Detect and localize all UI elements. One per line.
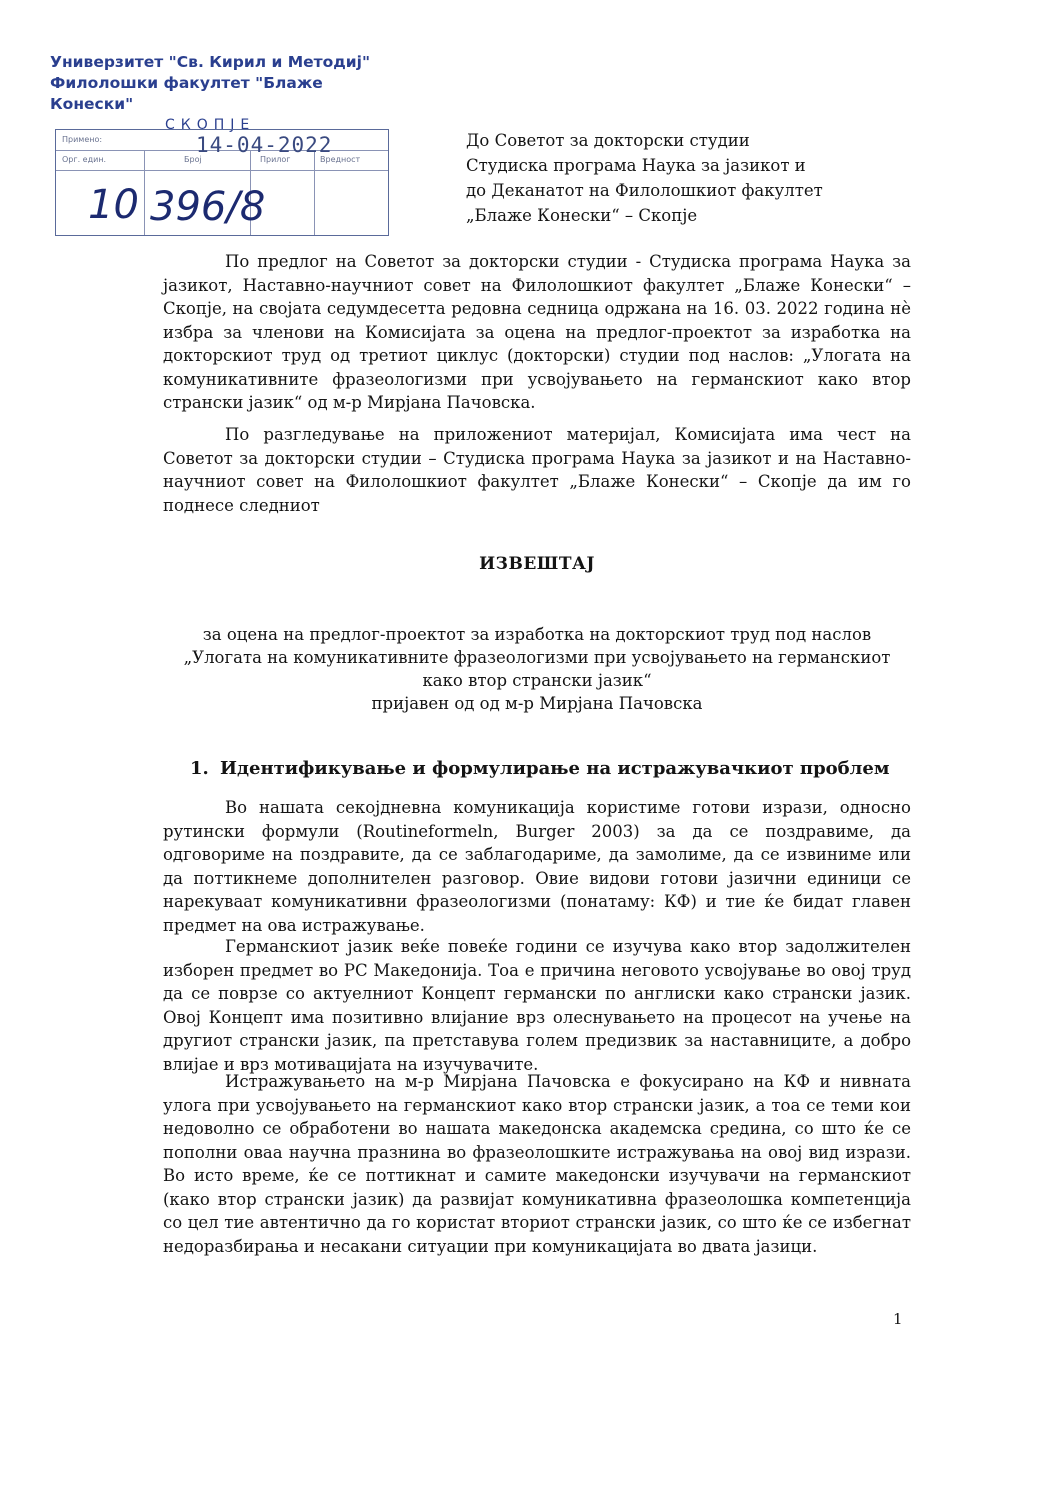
report-subtitle xyxy=(163,623,911,715)
stamp-university: Универзитет "Св. Кирил и Методиј" xyxy=(50,53,371,71)
stamp-divider xyxy=(144,150,145,235)
subtitle-line: „Улогата на комуникативните фразеологизми при усвојувањето на германскиот xyxy=(183,648,891,667)
stamp-label-attachment: Прилог xyxy=(260,155,291,164)
second-paragraph: По разгледување на приложениот материјал, Комисијата има чест на Советот за докторски студии – Студиска програма Наука за јазикот и на Наставно-научниот совет на Филолошкиот факултет „Блаже Конески“ – Скопје да им го поднесе следниот xyxy=(163,425,911,515)
report-title: ИЗВЕШТАЈ xyxy=(479,554,595,574)
body-paragraph: Истражувањето на м-р Мирјана Пачовска е фокусирано на КФ и нивната улога при усвојувањето на германскиот како втор странски јазик, а тоа се теми кои недоволно се обработени во нашата македонска академска средина, со што ќе се пополни оваа научна празнина во фразеолошките истражувања на овој вид изрази. Во исто време, ќе се поттикнат и самите македонски изучувачи на германскиот (како втор странски јазик) да развијат комуникативна фразеолошка компетенција со цел тие автентично да го користат вториот странски јазик, со што ќе се избегнат недоразбирања и несакани ситуации при комуникацијата во двата јазици. xyxy=(163,1072,911,1256)
stamp-label-received: Примено: xyxy=(62,135,103,144)
body-paragraph: Германскиот јазик веќе повеќе години се изучува како втор задолжителен изборен предмет во РС Македонија. Тоа е причина неговото усвојување во овој труд да се поврзе со актуелниот Концепт германски по англиски како странски јазик. Овој Концепт има позитивно влијание врз олеснувањето на процесот на учење на другиот странски јазик, па претставува голем предизвик за наставниците, а добро влијае и врз мотивацијата на изучувачите. xyxy=(163,937,911,1074)
section-title: Идентификување и формулирање на истражувачкиот проблем xyxy=(220,758,890,779)
stamp-label-value: Вредност xyxy=(320,155,361,164)
intro-paragraph: По предлог на Советот за докторски студии - Студиска програма Наука за јазикот, Наставно-научниот совет на Филолошкиот факултет „Блаже Конески“ – Скопје, на својата седумдесетта редовна седница одржана на 16. 03. 2022 година нè избра за членови на Комисијата за оцена на предлог-проектот за изработка на докторскиот труд од третиот циклус (докторски) студии под наслов: „Улогата на комуникативните фразеологизми при усвојувањето на германскиот како втор странски јазик“ од м-р Мирјана Пачовска. xyxy=(163,252,911,412)
stamp-city: СКОПЈЕ xyxy=(165,117,256,133)
stamp-label-org-unit: Орг. един. xyxy=(62,155,107,164)
body-paragraph: Во нашата секојдневна комуникација користиме готови изрази, односно рутински формули (Routineformeln, Burger 2003) за да се поздравиме, да одговориме на поздравите, да се заблагодариме, да замолиме, да се извиниме или да поттикнеме дополнителен разговор. Овие видови готови јазични единици се нарекуваат комуникативни фразеологизми (понатаму: КФ) и тие ќе бидат главен предмет на ова истражување. xyxy=(163,798,911,935)
section-number: 1. xyxy=(190,758,209,779)
stamp-faculty: Филолошки факултет "Блаже Конески" xyxy=(50,74,323,113)
stamp-label-number: Број xyxy=(184,155,202,164)
faculty-stamp xyxy=(50,52,410,136)
addressee-line: До Советот за докторски студии xyxy=(466,131,750,150)
addressee-line: „Блаже Конески“ – Скопје xyxy=(466,206,698,225)
subtitle-line: како втор странски јазик“ xyxy=(422,671,652,690)
subtitle-line: пријавен од од м-р Мирјана Пачовска xyxy=(371,694,703,713)
subtitle-line: за оцена на предлог-проектот за изработка на докторскиот труд под наслов xyxy=(202,625,872,644)
stamp-divider xyxy=(314,150,315,235)
addressee-line: до Деканатот на Филолошкиот факултет xyxy=(466,181,823,200)
page-number: 1 xyxy=(893,1310,903,1328)
addressee-line: Студиска програма Наука за јазикот и xyxy=(466,156,806,175)
stamp-date: 14-04-2022 xyxy=(196,133,333,157)
stamp-number-handwritten: 396/8 xyxy=(150,184,266,230)
addressee-block xyxy=(466,128,823,228)
stamp-org-unit-handwritten: 10 xyxy=(88,182,139,228)
section-heading xyxy=(190,758,889,779)
